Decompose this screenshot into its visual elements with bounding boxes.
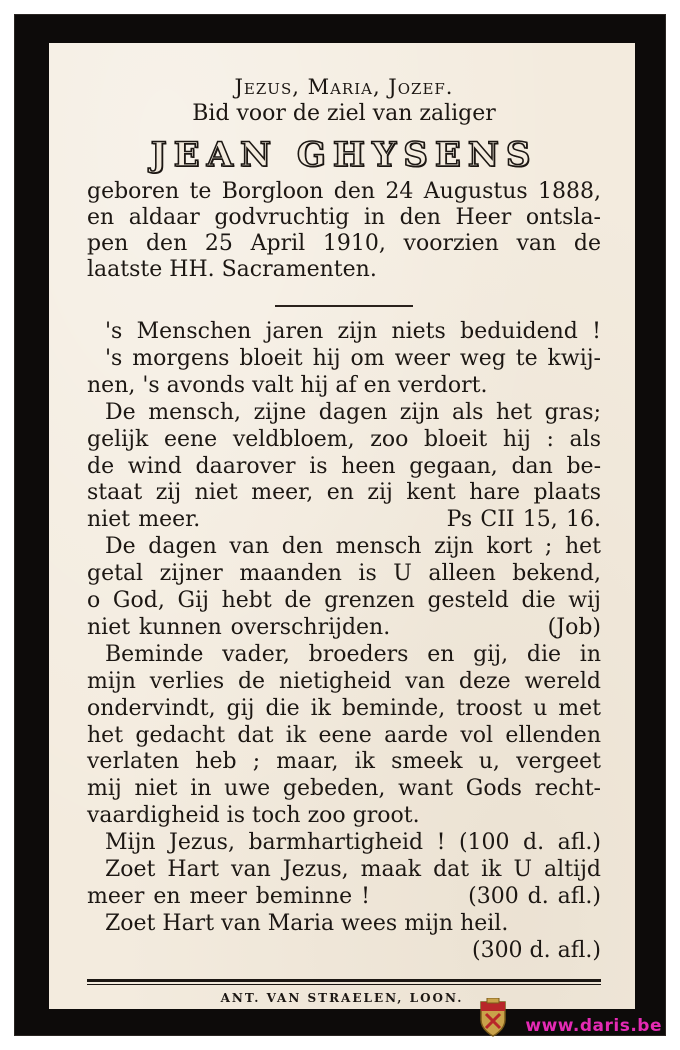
text-line: vaardigheid is toch zoo groot. bbox=[87, 803, 420, 829]
text-line: meer en meer beminne ! (300 d. afl.) bbox=[87, 883, 601, 909]
text-line: getal zijner maanden is U alleen bekend, bbox=[87, 561, 601, 587]
text-line: verlaten heb ; maar, ik smeek u, vergeet bbox=[87, 749, 601, 775]
text-line: mij niet in uwe gebeden, want Gods recht- bbox=[87, 776, 601, 802]
card-paper bbox=[49, 43, 635, 1009]
text-line: Zoet Hart van Jezus, maak dat ik U altijd bbox=[105, 857, 601, 882]
text-line: niet meer. Ps CII 15, 16. bbox=[87, 507, 601, 533]
coat-of-arms-icon bbox=[478, 998, 508, 1038]
website-watermark[interactable]: www.daris.be bbox=[525, 1016, 662, 1036]
text-line: (300 d. afl.) bbox=[471, 937, 601, 963]
text-line: 's morgens bloeit hij om weer weg te kwij- bbox=[105, 345, 601, 371]
text-line: 's Menschen jaren zijn niets beduidend ! bbox=[105, 319, 601, 344]
text-line: Beminde vader, broeders en gij, die in bbox=[105, 641, 601, 667]
text-line: Zoet Hart van Maria wees mijn heil. bbox=[105, 910, 509, 936]
bottom-rule-thin bbox=[87, 984, 601, 985]
printer-imprint: ANT. VAN STRAELEN, LOON. bbox=[220, 991, 464, 1005]
text-line: de wind daarover is heen gegaan, dan be- bbox=[87, 453, 601, 479]
deceased-name: JEAN GHYSENS bbox=[150, 135, 538, 175]
bio-line: geboren te Borgloon den 24 Augustus 1888, bbox=[87, 179, 601, 204]
text-line: o God, Gij hebt de grenzen gesteld die wij bbox=[87, 588, 601, 613]
header-invocation: Jezus, Maria, Jozef. bbox=[234, 75, 454, 99]
text-line: gelijk eene veldbloem, zoo bloeit hij : als bbox=[87, 426, 601, 452]
text-line: Mijn Jezus, barmhartigheid ! (100 d. afl.) bbox=[105, 830, 601, 856]
bio-line: en aldaar godvruchtig in den Heer ontsla- bbox=[87, 205, 601, 230]
text-line: niet kunnen overschrijden. (Job) bbox=[87, 614, 601, 640]
memorial-card bbox=[14, 14, 666, 1036]
text-line: De dagen van den mensch zijn kort ; het bbox=[105, 534, 601, 560]
text-line: het gedacht dat ik eene aarde vol ellenden bbox=[87, 722, 601, 748]
divider-line bbox=[275, 305, 413, 307]
text-line: De mensch, zijne dagen zijn als het gras; bbox=[105, 399, 601, 425]
text-line: staat zij niet meer, en zij kent hare plaats bbox=[87, 480, 601, 506]
header-prayer-request: Bid voor de ziel van zaliger bbox=[192, 101, 496, 126]
bottom-rule bbox=[87, 979, 601, 982]
bio-line: pen den 25 April 1910, voorzien van de bbox=[87, 231, 601, 256]
bio-line: laatste HH. Sacramenten. bbox=[87, 257, 377, 282]
text-line: mijn verlies de nietigheid van deze wereld bbox=[87, 668, 601, 694]
text-line: ondervindt, gij die ik beminde, troost u met bbox=[87, 695, 601, 721]
text-line: nen, 's avonds valt hij af en verdort. bbox=[87, 372, 488, 398]
